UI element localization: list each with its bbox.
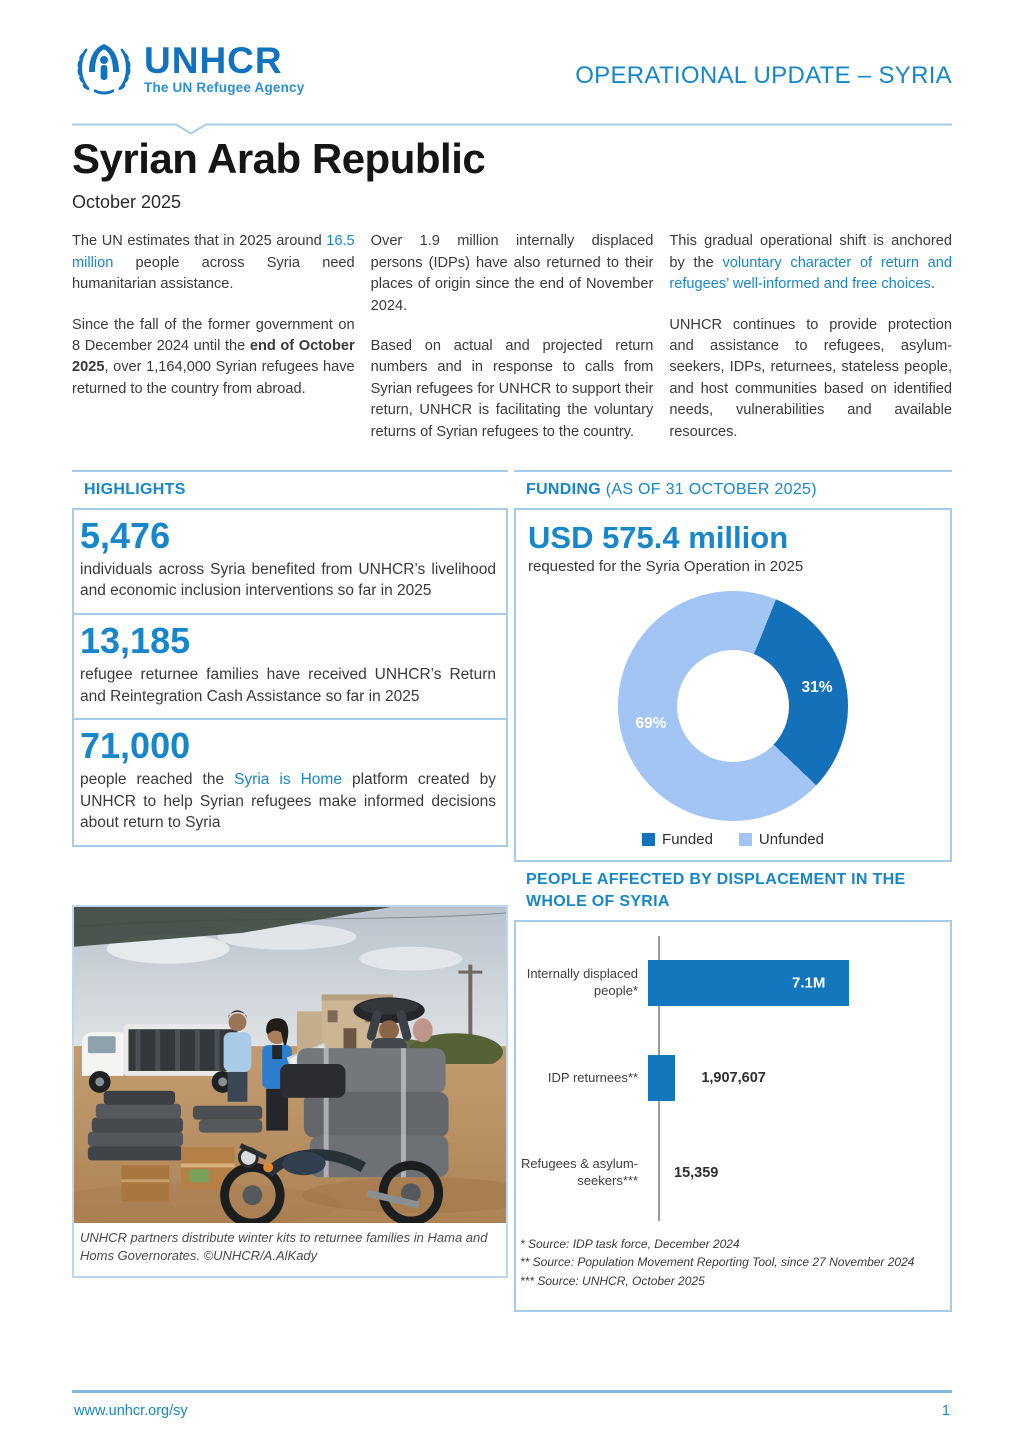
chart-footnotes [516,1227,942,1303]
photo-caption: UNHCR partners distribute winter kits to returnee families in Hama and Homs Governorates. ©UNHCR/A.AlKady [80,1229,488,1264]
intro-column-3 [669,231,952,462]
text-run: , over 1,164,000 Syrian refugees have returned to the country from abroad. [72,359,355,397]
legend-item-unfunded [739,831,824,848]
rule-notch-graphic [72,123,952,135]
text-run: end of October 2025 [72,337,355,376]
displacement-bar-chart [516,932,942,1227]
bar-value-label: 7.1M [792,974,826,992]
highlight-item [74,720,506,847]
inline-link[interactable]: Syria is Home [234,771,342,789]
page-title: Syrian Arab Republic [72,135,486,182]
highlights-heading: HIGHLIGHTS [72,470,508,510]
text-run: Since the fall of the former government on 8 December 2024 until the [72,316,355,354]
paragraph [669,315,952,444]
highlights-section [72,470,508,846]
funding-donut-chart [618,591,848,821]
bar-category-label: Internally displaced people* [526,966,638,999]
bar-row [516,936,942,1031]
bar-track [648,936,942,1031]
bar-row [516,1126,942,1221]
unhcr-logo [72,36,304,100]
bar-value-label: 15,359 [674,1165,719,1182]
donut-chart-area [528,591,938,821]
legend-item-funded [642,831,713,848]
funding-heading-label: FUNDING [526,481,601,499]
unhcr-emblem-icon [72,36,136,100]
highlight-value: 13,185 [80,619,191,661]
funding-body [514,510,952,863]
inline-link[interactable]: 16.5 million [72,233,355,271]
funding-heading [514,470,952,510]
bar-idp-returnees [648,1055,675,1101]
text-run: platform created by UNHCR to help Syrian refugees make informed decisions about return to Syria [80,771,497,832]
highlight-value: 71,000 [80,725,191,766]
intro-text [72,231,952,462]
logo-text [144,39,305,95]
legend-label: Funded [662,831,713,849]
bar-value-label: 1,907,607 [701,1070,766,1087]
donut-legend [528,831,938,848]
highlight-description [80,664,496,707]
bar-category-label: IDP returnees** [547,1069,638,1085]
footnote: ** Source: Population Movement Reporting Tool, since 27 November 2024 [520,1255,915,1270]
paragraph [669,231,952,295]
unfunded-swatch-icon [739,833,752,846]
bar-category-label: Refugees & asylum-seekers*** [520,1156,638,1189]
left-column [72,470,508,1312]
funding-heading-suffix: (AS OF 31 OCTOBER 2025) [600,481,817,499]
footnote: *** Source: UNHCR, October 2025 [520,1273,705,1288]
intro-column-2 [371,231,654,462]
displacement-section [514,862,952,1312]
header [72,0,952,100]
page-number: 1 [941,1403,950,1419]
text-run: refugee returnee families have received UNHCR’s Return and Reintegration Cash Assistance so far in 2025 [80,666,496,705]
bar-track [648,1126,942,1221]
text-run: people reached the [80,771,235,789]
right-column [514,470,952,1312]
funded-swatch-icon [642,833,655,846]
highlight-item [74,510,506,615]
bar-idp [648,960,849,1006]
footer-link[interactable]: www.unhcr.org/sy [74,1403,188,1419]
text-run: Based on actual and projected return numbers and in response to calls from Syrian refugees for UNHCR to support their return, UNHCR is facilitating the voluntary returns of Syrian refugees to the country. [370,337,654,440]
bar-row [516,1031,942,1126]
intro-column-1 [72,231,355,462]
report-date: October 2025 [72,192,182,213]
funding-subtitle: requested for the Syria Operation in 2025 [528,558,804,576]
text-run: This gradual operational shift is anchored by the [669,233,953,271]
text-run: . [930,276,935,293]
paragraph [72,315,355,401]
paragraph [72,231,355,295]
logo-wordmark: UNHCR [144,39,283,81]
legend-label: Unfunded [758,831,824,849]
logo-tagline: The UN Refugee Agency [144,79,305,95]
unfunded-percent-label: 69% [635,715,667,733]
funding-section [514,470,952,862]
page-footer [72,1390,952,1419]
photo-illustration [74,907,506,1223]
highlight-item [74,615,506,720]
highlight-description [80,559,496,602]
highlight-description [80,769,496,833]
displacement-heading: PEOPLE AFFECTED BY DISPLACEMENT IN THE WHOLE OF SYRIA [514,862,952,921]
funding-amount: USD 575.4 million [528,519,789,555]
footnote: * Source: IDP task force, December 2024 [520,1236,740,1251]
text-run: The UN estimates that in 2025 around [72,233,327,250]
paragraph [371,231,654,317]
inline-link[interactable]: voluntary character of return and refugees’ well-informed and free choices [669,254,953,293]
text-run: people across Syria need humanitarian assistance. [72,254,355,293]
highlights-body [72,510,508,847]
title-rule [72,122,952,134]
text-run: UNHCR continues to provide protection and assistance to refugees, asylum-seekers, IDPs, returnees, stateless people, and host communities based on identified needs, vulnerabilities and available resources. [669,316,953,440]
document-type-heading: OPERATIONAL UPDATE – SYRIA [575,62,952,89]
text-run: individuals across Syria benefited from UNHCR’s livelihood and economic inclusion interventions so far in 2025 [80,561,496,600]
funded-percent-label: 31% [801,679,833,697]
paragraph [371,336,654,443]
bar-track [648,1031,942,1126]
displacement-chart-body [514,922,952,1313]
text-run: Over 1.9 million internally displaced persons (IDPs) have also returned to their places of origin since the end of November 2024. [370,233,654,314]
highlight-value: 5,476 [80,514,171,556]
lower-columns [72,470,952,1312]
field-photo [72,905,508,1279]
